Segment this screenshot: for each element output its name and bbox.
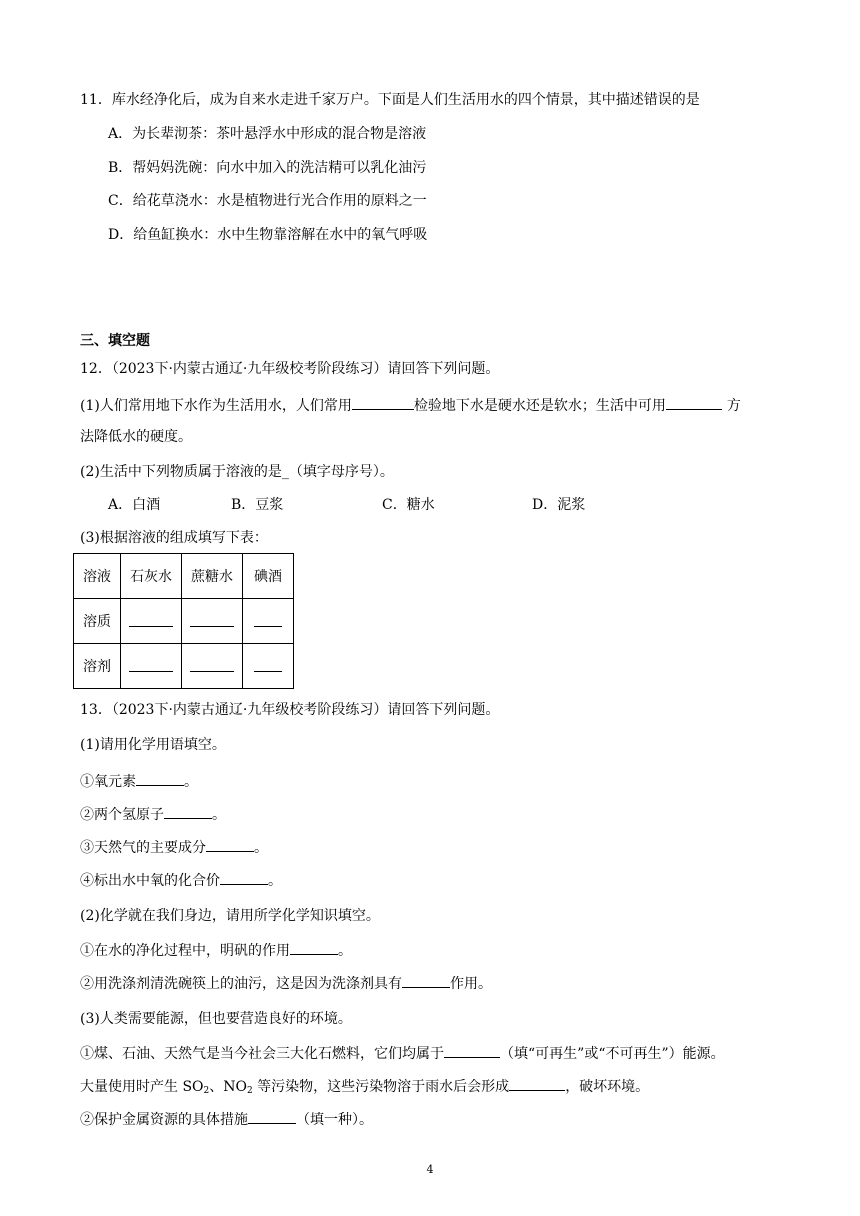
- answer-blank[interactable]: [129, 657, 173, 672]
- q12-choice-c: C．糖水: [382, 497, 435, 513]
- end-mark: 。: [338, 943, 352, 959]
- end-mark: 。: [254, 840, 268, 856]
- q13-item-j2: [80, 974, 492, 993]
- table-cell[interactable]: [121, 644, 182, 689]
- q13-item2-text: ②两个氢原子: [80, 807, 164, 823]
- q13-item3: [80, 838, 268, 857]
- answer-blank[interactable]: [190, 657, 234, 672]
- q13-item-k1: [80, 1044, 725, 1063]
- q13-item-k3: [80, 1110, 373, 1129]
- table-cell[interactable]: [243, 644, 294, 689]
- q13-part2: (2)化学就在我们身边，请用所学化学知识填空。: [80, 908, 380, 924]
- q12-part1-text-a: (1)人们常用地下水作为生活用水，人们常用: [80, 398, 352, 414]
- q13-item1: [80, 772, 198, 791]
- answer-blank[interactable]: [164, 805, 212, 819]
- table-header-cell: 碘酒: [243, 554, 294, 599]
- q13-k2-text-b: 、NO: [209, 1079, 247, 1095]
- table-cell[interactable]: [243, 599, 294, 644]
- q13-k2-text-c: 等污染物，这些污染物溶于雨水后会形成: [252, 1079, 510, 1095]
- end-mark: 。: [184, 774, 198, 790]
- answer-blank[interactable]: [220, 871, 268, 885]
- table-header-row: [74, 554, 294, 599]
- answer-blank[interactable]: [352, 396, 414, 410]
- q13-item-j1: [80, 941, 352, 960]
- q13-item4: [80, 871, 282, 890]
- q11-option-d: D．给鱼缸换水：水中生物靠溶解在水中的氧气呼吸: [108, 227, 428, 243]
- q12-choice-b: B．豆浆: [231, 497, 284, 513]
- q11-stem: 11．库水经净化后，成为自来水走进千家万户。下面是人们生活用水的四个情景，其中描述错误的是: [80, 92, 700, 108]
- answer-blank[interactable]: [444, 1044, 500, 1058]
- table-row: [74, 644, 294, 689]
- answer-blank[interactable]: [509, 1077, 565, 1091]
- q11-option-a: A．为长辈沏茶：茶叶悬浮水中形成的混合物是溶液: [108, 126, 427, 142]
- subscript: 2: [203, 1086, 210, 1096]
- page-number: 4: [426, 1163, 434, 1176]
- q12-part1-text-c: 方: [726, 398, 741, 414]
- q13-k1-text-a: ①煤、石油、天然气是当今社会三大化石燃料，它们均属于: [80, 1046, 444, 1062]
- answer-blank[interactable]: [402, 974, 450, 988]
- answer-blank[interactable]: [136, 772, 184, 786]
- q12-stem: 12．（2023下·内蒙古通辽·九年级校考阶段练习）请回答下列问题。: [80, 361, 500, 377]
- answer-blank[interactable]: [290, 941, 338, 955]
- subscript: 2: [247, 1086, 253, 1096]
- table-row: [74, 599, 294, 644]
- q12-part3: (3)根据溶液的组成填写下表：: [80, 530, 268, 546]
- answer-blank[interactable]: [666, 396, 722, 410]
- answer-blank[interactable]: [248, 1110, 296, 1124]
- section-title: 三、填空题: [80, 333, 150, 349]
- q13-item-k2: [80, 1077, 649, 1096]
- q13-k3-text-b: （填一种）。: [296, 1112, 373, 1128]
- table-header-cell: 溶液: [74, 554, 121, 599]
- answer-blank[interactable]: [254, 612, 282, 627]
- q13-j2-text-a: ②用洗涤剂清洗碗筷上的油污，这是因为洗涤剂具有: [80, 976, 402, 992]
- q12-part1-line2: 法降低水的硬度。: [80, 429, 192, 445]
- q13-j1-text: ①在水的净化过程中，明矾的作用: [80, 943, 290, 959]
- end-mark: 。: [212, 807, 226, 823]
- table-row-label: 溶剂: [74, 644, 121, 689]
- table-cell[interactable]: [182, 599, 243, 644]
- q13-item2: [80, 805, 226, 824]
- q12-choice-d: D．泥浆: [532, 497, 586, 513]
- q13-j2-text-b: 作用。: [450, 976, 492, 992]
- q13-k3-text-a: ②保护金属资源的具体措施: [80, 1112, 248, 1128]
- end-mark: 。: [268, 873, 282, 889]
- q13-k2-text-d: ，破坏环境。: [565, 1079, 650, 1095]
- table-cell[interactable]: [121, 599, 182, 644]
- q12-part2: (2)生活中下列物质属于溶液的是_（填字母序号）。: [80, 464, 394, 480]
- q13-part1: (1)请用化学用语填空。: [80, 737, 226, 753]
- answer-blank[interactable]: [190, 612, 234, 627]
- table-header-cell: 石灰水: [121, 554, 182, 599]
- solution-table: [73, 553, 294, 689]
- table-header-cell: 蔗糖水: [182, 554, 243, 599]
- q13-item4-text: ④标出水中氧的化合价: [80, 873, 220, 889]
- q13-stem: 13．（2023下·内蒙古通辽·九年级校考阶段练习）请回答下列问题。: [80, 702, 500, 718]
- table-row-label: 溶质: [74, 599, 121, 644]
- q13-item3-text: ③天然气的主要成分: [80, 840, 206, 856]
- q12-part1-text-b: 检验地下水是硬水还是软水；生活中可用: [413, 398, 666, 414]
- q13-k1-text-b: （填“可再生”或“不可再生”）能源。: [500, 1046, 725, 1062]
- q12-part1-line1: [80, 396, 741, 415]
- answer-blank[interactable]: [206, 838, 254, 852]
- q11-option-b: B．帮妈妈洗碗：向水中加入的洗洁精可以乳化油污: [108, 160, 427, 176]
- q12-choice-a: A．白酒: [108, 497, 161, 513]
- answer-blank[interactable]: [129, 612, 173, 627]
- answer-blank[interactable]: [254, 657, 282, 672]
- q11-option-c: C．给花草浇水：水是植物进行光合作用的原料之一: [108, 193, 427, 209]
- table-cell[interactable]: [182, 644, 243, 689]
- q13-part3: (3)人类需要能源，但也要营造良好的环境。: [80, 1011, 352, 1027]
- q13-item1-text: ①氧元素: [80, 774, 136, 790]
- q13-k2-text-a: 大量使用时产生 SO: [80, 1079, 204, 1095]
